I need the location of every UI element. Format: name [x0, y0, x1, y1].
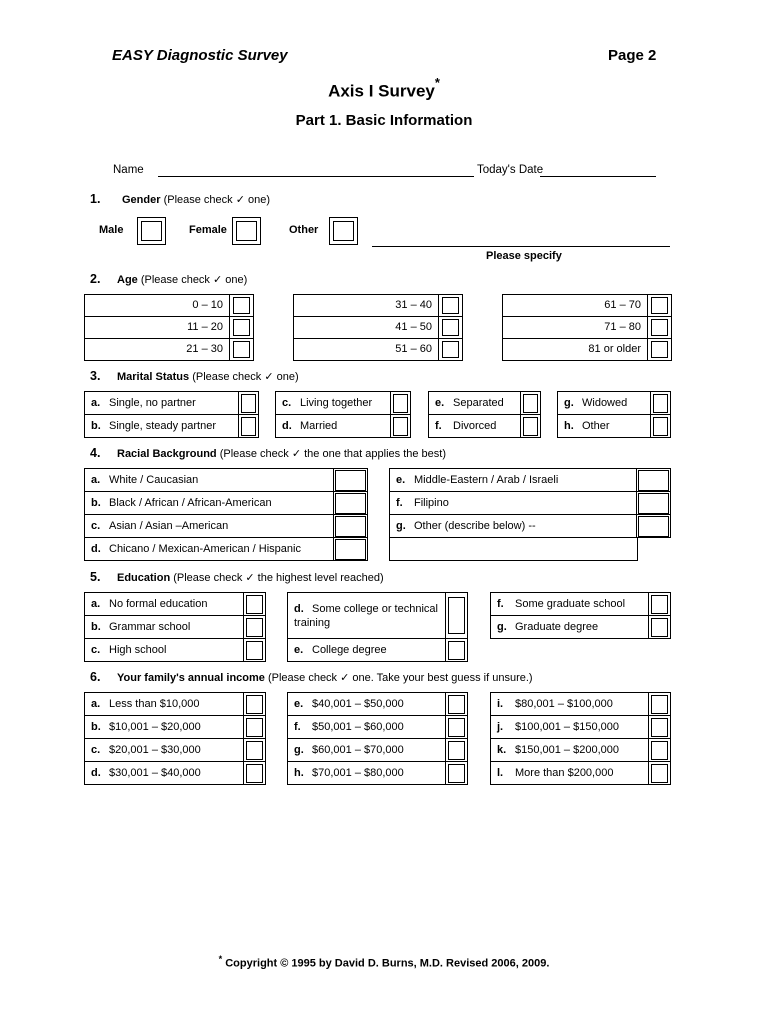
- income-checkbox[interactable]: [244, 739, 266, 762]
- table-row: [85, 639, 266, 662]
- table-row: [491, 739, 671, 762]
- table-row: [288, 739, 468, 762]
- gender-female-checkbox[interactable]: [232, 217, 261, 245]
- racial-option: e. Middle-Eastern / Arab / Israeli: [390, 469, 637, 492]
- age-checkbox[interactable]: [439, 295, 463, 317]
- marital-checkbox[interactable]: [239, 392, 259, 415]
- q3-number: 3.: [90, 369, 101, 383]
- table-row: [491, 593, 671, 616]
- age-checkbox[interactable]: [230, 295, 254, 317]
- education-checkbox[interactable]: [244, 593, 266, 616]
- table-row: [85, 538, 368, 561]
- table-row: [503, 317, 672, 339]
- racial-option: f. Filipino: [390, 492, 637, 515]
- table-row: [390, 469, 671, 492]
- q5-number: 5.: [90, 570, 101, 584]
- income-checkbox[interactable]: [446, 762, 468, 785]
- racial-option: a. White / Caucasian: [85, 469, 334, 492]
- gender-male-checkbox[interactable]: [137, 217, 166, 245]
- income-checkbox[interactable]: [244, 693, 266, 716]
- footer-asterisk: *: [218, 954, 223, 964]
- education-option: c. High school: [85, 639, 244, 662]
- table-row: [491, 762, 671, 785]
- income-checkbox[interactable]: [446, 693, 468, 716]
- gender-female-label: Female: [189, 224, 227, 236]
- table-row: [294, 295, 463, 317]
- table-row: [429, 415, 541, 438]
- income-checkbox[interactable]: [446, 739, 468, 762]
- table-row: [390, 492, 671, 515]
- table-row: [288, 593, 468, 639]
- table-row: [294, 317, 463, 339]
- age-option: 71 – 80: [503, 317, 648, 339]
- age-option: 61 – 70: [503, 295, 648, 317]
- table-row: [85, 693, 266, 716]
- q5-question: Education (Please check ✓ the highest level reached): [117, 572, 384, 584]
- title-asterisk: *: [434, 75, 440, 90]
- racial-option: g. Other (describe below) --: [390, 515, 637, 538]
- marital-checkbox[interactable]: [521, 415, 541, 438]
- page-number: Page 2: [608, 47, 657, 64]
- age-option: 11 – 20: [85, 317, 230, 339]
- table-row: [503, 339, 672, 361]
- marital-checkbox[interactable]: [651, 392, 671, 415]
- table-row: [288, 716, 468, 739]
- education-checkbox[interactable]: [649, 593, 671, 616]
- q1-number: 1.: [90, 192, 101, 206]
- gender-specify-label: Please specify: [486, 250, 562, 262]
- income-checkbox[interactable]: [649, 739, 671, 762]
- education-table-1: [84, 592, 266, 662]
- table-row: [276, 392, 411, 415]
- marital-option: c. Living together: [276, 392, 391, 415]
- table-row: [288, 762, 468, 785]
- table-row: [85, 716, 266, 739]
- table-row: [294, 339, 463, 361]
- income-option: f. $50,001 – $60,000: [288, 716, 446, 739]
- education-table-3: [490, 592, 671, 639]
- page-title: Axis I Survey*: [328, 75, 440, 101]
- table-row: [491, 716, 671, 739]
- age-option: 0 – 10: [85, 295, 230, 317]
- age-checkbox[interactable]: [648, 339, 672, 361]
- income-option: e. $40,001 – $50,000: [288, 693, 446, 716]
- copyright-footer: * Copyright © 1995 by David D. Burns, M.D. Revised 2006, 2009.: [218, 954, 550, 970]
- q1-question: Gender (Please check ✓ one): [122, 194, 271, 206]
- q2-question: Age (Please check ✓ one): [117, 274, 248, 286]
- marital-checkbox[interactable]: [651, 415, 671, 438]
- table-row: [390, 515, 671, 538]
- table-row: [288, 639, 468, 662]
- table-row: [85, 295, 254, 317]
- marital-checkbox[interactable]: [521, 392, 541, 415]
- section-title: Part 1. Basic Information: [295, 112, 473, 129]
- q4-question: Racial Background (Please check ✓ the one that applies the best): [117, 448, 446, 460]
- age-option: 21 – 30: [85, 339, 230, 361]
- income-option: c. $20,001 – $30,000: [85, 739, 244, 762]
- income-checkbox[interactable]: [649, 693, 671, 716]
- age-checkbox[interactable]: [648, 295, 672, 317]
- name-field[interactable]: [158, 176, 474, 177]
- education-checkbox[interactable]: [446, 639, 468, 662]
- income-option: b. $10,001 – $20,000: [85, 716, 244, 739]
- age-checkbox[interactable]: [230, 339, 254, 361]
- income-table-2: [287, 692, 468, 785]
- education-option: d. Some college or technical training: [288, 593, 446, 639]
- q2-number: 2.: [90, 272, 101, 286]
- table-row: [85, 317, 254, 339]
- marital-checkbox[interactable]: [391, 392, 411, 415]
- table-row: [288, 693, 468, 716]
- education-option: f. Some graduate school: [491, 593, 649, 616]
- table-row: [503, 295, 672, 317]
- racial-table-1: [84, 468, 368, 561]
- age-table-1: [84, 294, 254, 361]
- income-checkbox[interactable]: [244, 762, 266, 785]
- table-row: [85, 492, 368, 515]
- age-table-2: [293, 294, 463, 361]
- racial-checkbox[interactable]: [334, 469, 368, 492]
- racial-checkbox[interactable]: [637, 515, 671, 538]
- income-option: k. $150,001 – $200,000: [491, 739, 649, 762]
- income-option: l. More than $200,000: [491, 762, 649, 785]
- table-row: [491, 693, 671, 716]
- racial-table-2: [389, 468, 671, 538]
- racial-checkbox[interactable]: [334, 492, 368, 515]
- table-row: [85, 515, 368, 538]
- marital-table-2: [275, 391, 411, 438]
- income-table-3: [490, 692, 671, 785]
- age-checkbox[interactable]: [439, 317, 463, 339]
- age-checkbox[interactable]: [230, 317, 254, 339]
- marital-option: h. Other: [558, 415, 651, 438]
- marital-checkbox[interactable]: [239, 415, 259, 438]
- income-checkbox[interactable]: [446, 716, 468, 739]
- income-option: a. Less than $10,000: [85, 693, 244, 716]
- education-checkbox[interactable]: [649, 616, 671, 639]
- table-row: [85, 762, 266, 785]
- marital-option: e. Separated: [429, 392, 521, 415]
- age-checkbox[interactable]: [439, 339, 463, 361]
- marital-checkbox[interactable]: [391, 415, 411, 438]
- name-label: Name: [113, 164, 144, 176]
- marital-option: g. Widowed: [558, 392, 651, 415]
- q6-number: 6.: [90, 670, 101, 684]
- racial-checkbox[interactable]: [637, 492, 671, 515]
- table-row: [85, 392, 259, 415]
- table-row: [85, 739, 266, 762]
- table-row: [85, 469, 368, 492]
- racial-checkbox[interactable]: [334, 538, 368, 561]
- marital-option: d. Married: [276, 415, 391, 438]
- gender-male-label: Male: [99, 224, 124, 236]
- age-option: 51 – 60: [294, 339, 439, 361]
- income-table-1: [84, 692, 266, 785]
- gender-other-label: Other: [289, 224, 319, 236]
- q6-question: Your family's annual income (Please check ✓ one. Take your best guess if unsure.): [117, 672, 533, 684]
- income-option: g. $60,001 – $70,000: [288, 739, 446, 762]
- income-option: i. $80,001 – $100,000: [491, 693, 649, 716]
- income-option: d. $30,001 – $40,000: [85, 762, 244, 785]
- table-row: [429, 392, 541, 415]
- racial-other-describe-field[interactable]: [389, 537, 638, 561]
- racial-checkbox[interactable]: [637, 469, 671, 492]
- table-row: [491, 616, 671, 639]
- education-option: a. No formal education: [85, 593, 244, 616]
- income-checkbox[interactable]: [649, 762, 671, 785]
- racial-option: c. Asian / Asian –American: [85, 515, 334, 538]
- q3-question: Marital Status (Please check ✓ one): [117, 371, 299, 383]
- income-option: h. $70,001 – $80,000: [288, 762, 446, 785]
- table-row: [85, 415, 259, 438]
- table-row: [276, 415, 411, 438]
- marital-option: b. Single, steady partner: [85, 415, 239, 438]
- racial-checkbox[interactable]: [334, 515, 368, 538]
- education-option: e. College degree: [288, 639, 446, 662]
- survey-header-title: EASY Diagnostic Survey: [112, 47, 288, 64]
- marital-table-1: [84, 391, 259, 438]
- q4-number: 4.: [90, 446, 101, 460]
- age-option: 81 or older: [503, 339, 648, 361]
- racial-option: b. Black / African / African-American: [85, 492, 334, 515]
- age-checkbox[interactable]: [648, 317, 672, 339]
- date-label: Today's Date: [477, 164, 544, 176]
- income-checkbox[interactable]: [649, 716, 671, 739]
- marital-option: f. Divorced: [429, 415, 521, 438]
- education-option: b. Grammar school: [85, 616, 244, 639]
- table-row: [85, 339, 254, 361]
- table-row: [558, 415, 671, 438]
- education-checkbox[interactable]: [244, 616, 266, 639]
- racial-option: d. Chicano / Mexican-American / Hispanic: [85, 538, 334, 561]
- education-checkbox[interactable]: [446, 593, 468, 639]
- marital-table-3: [428, 391, 541, 438]
- income-checkbox[interactable]: [244, 716, 266, 739]
- marital-option: a. Single, no partner: [85, 392, 239, 415]
- income-option: j. $100,001 – $150,000: [491, 716, 649, 739]
- age-option: 41 – 50: [294, 317, 439, 339]
- age-table-3: [502, 294, 672, 361]
- gender-other-checkbox[interactable]: [329, 217, 358, 245]
- education-option: g. Graduate degree: [491, 616, 649, 639]
- table-row: [558, 392, 671, 415]
- age-option: 31 – 40: [294, 295, 439, 317]
- education-checkbox[interactable]: [244, 639, 266, 662]
- table-row: [85, 616, 266, 639]
- table-row: [85, 593, 266, 616]
- marital-table-4: [557, 391, 671, 438]
- education-table-2: [287, 592, 468, 662]
- gender-specify-field[interactable]: [372, 246, 670, 247]
- date-field[interactable]: [540, 176, 656, 177]
